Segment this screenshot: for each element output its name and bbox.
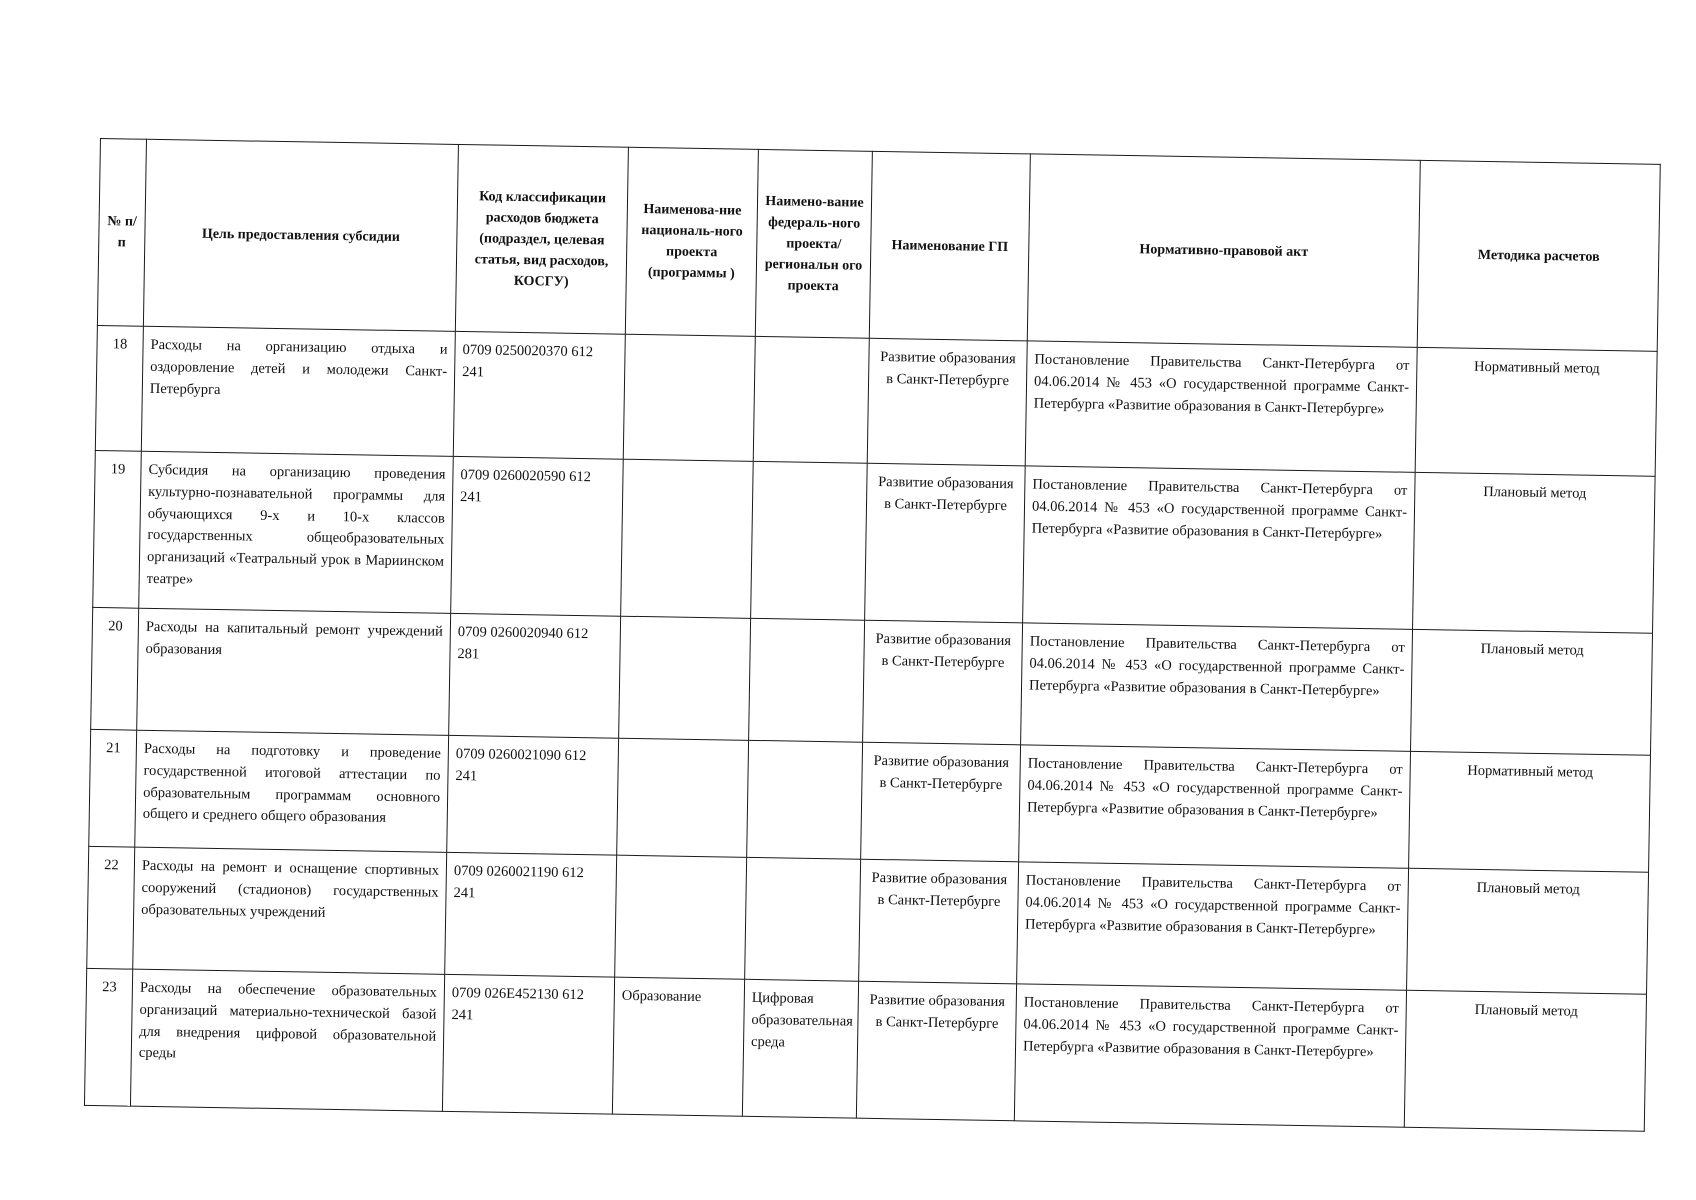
row-act: Постановление Правительства Санкт-Петербурга от 04.06.2014 № 453 «О государственной программе Санкт-Петербурга «Развитие образования в Санкт-Петербурге»: [1014, 984, 1406, 1127]
header-federal-project: Наимено-вание федераль-ного проекта/ региональн ого проекта: [755, 149, 872, 338]
table-header-row: [97, 139, 1660, 352]
row-act: Постановление Правительства Санкт-Петербурга от 04.06.2014 № 453 «О государственной программе Санкт-Петербурга «Развитие образования в Санкт-Петербурге»: [1017, 862, 1409, 990]
row-gp: Развитие образования в Санкт-Петербурге: [865, 463, 1026, 623]
row-code: 0709 0260020590 612 241: [451, 456, 624, 616]
row-code: 0709 0250020370 612 241: [453, 331, 625, 459]
document-sheet: [84, 138, 1660, 1132]
row-method: Плановый метод: [1411, 629, 1653, 755]
row-purpose: Расходы на капитальный ремонт учреждений образования: [137, 608, 451, 735]
header-act: Нормативно-правовой акт: [1027, 154, 1420, 347]
row-code: 0709 026E452130 612 241: [442, 974, 614, 1114]
subsidy-table: [84, 138, 1661, 1132]
row-act: Постановление Правительства Санкт-Петербурга от 04.06.2014 № 453 «О государственной программе Санкт-Петербурга «Развитие образования в Санкт-Петербурге»: [1021, 623, 1413, 751]
header-code: Код классификации расходов бюджета (подраздел, целевая статья, вид расходов, КОСГУ): [455, 144, 628, 334]
row-national-project: [621, 459, 754, 618]
row-gp: Развитие образования в Санкт-Петербурге: [861, 742, 1021, 862]
row-national-project: [615, 855, 747, 979]
row-num: 18: [95, 325, 143, 451]
row-federal-project: [753, 336, 869, 463]
row-method: Плановый метод: [1407, 868, 1649, 994]
row-federal-project: [751, 461, 868, 620]
row-national-project: Образование: [612, 977, 744, 1116]
row-method: Нормативный метод: [1409, 751, 1651, 872]
row-purpose: Расходы на организацию отдыха и оздоровление детей и молодежи Санкт-Петербурга: [141, 326, 455, 456]
table-row: [93, 450, 1655, 633]
row-num: 22: [87, 846, 135, 969]
header-purpose: Цель предоставления субсидии: [143, 139, 458, 331]
row-gp: Развитие образования в Санкт-Петербурге: [863, 620, 1023, 745]
row-purpose: Расходы на ремонт и оснащение спортивных сооружений (стадионов) государственных образовательных учреждений: [133, 847, 447, 974]
row-method: Плановый метод: [1404, 990, 1646, 1131]
row-num: 19: [93, 450, 142, 608]
row-method: Нормативный метод: [1415, 347, 1657, 476]
header-gp: Наименование ГП: [869, 151, 1030, 341]
row-code: 0709 0260021090 612 241: [447, 735, 619, 855]
row-act: Постановление Правительства Санкт-Петербурга от 04.06.2014 № 453 «О государственной программе Санкт-Петербурга «Развитие образования в Санкт-Петербурге»: [1023, 466, 1416, 629]
row-purpose: Расходы на обеспечение образовательных организаций материально-технической базой для внедрения цифровой образовательной среды: [130, 969, 444, 1111]
row-national-project: [623, 334, 755, 461]
row-national-project: [619, 616, 751, 740]
row-num: 23: [84, 968, 132, 1106]
row-federal-project: [747, 740, 863, 859]
table-row: [84, 968, 1646, 1131]
row-num: 20: [91, 607, 139, 730]
row-gp: Развитие образования в Санкт-Петербурге: [856, 981, 1016, 1121]
row-gp: Развитие образования в Санкт-Петербурге: [867, 338, 1027, 466]
header-national-project: Наименова-ние националь-ного проекта (программы ): [625, 147, 758, 336]
row-code: 0709 0260021190 612 241: [445, 852, 617, 977]
row-national-project: [617, 738, 749, 857]
row-purpose: Субсидия на организацию проведения культурно-познавательной программы для обучающихся 9-х и 10-х классов государственных общеобразовательных организаций «Театральный урок в Мариинском театре»: [139, 451, 454, 613]
row-act: Постановление Правительства Санкт-Петербурга от 04.06.2014 № 453 «О государственной программе Санкт-Петербурга «Развитие образования в Санкт-Петербурге»: [1019, 745, 1411, 868]
row-num: 21: [89, 729, 137, 847]
row-purpose: Расходы на подготовку и проведение государственной итоговой аттестации по образовательным программам основного общего и среднего общего образования: [135, 730, 449, 852]
header-method: Методика расчетов: [1417, 160, 1660, 351]
row-federal-project: Цифровая образовательная среда: [742, 979, 858, 1118]
header-num: № п/п: [97, 139, 146, 327]
row-federal-project: [749, 618, 865, 742]
row-code: 0709 0260020940 612 281: [449, 613, 621, 738]
row-gp: Развитие образования в Санкт-Петербурге: [859, 859, 1019, 984]
row-act: Постановление Правительства Санкт-Петербурга от 04.06.2014 № 453 «О государственной программе Санкт-Петербурга «Развитие образования в Санкт-Петербурге»: [1025, 341, 1417, 472]
row-federal-project: [745, 857, 861, 981]
row-method: Плановый метод: [1413, 472, 1656, 633]
